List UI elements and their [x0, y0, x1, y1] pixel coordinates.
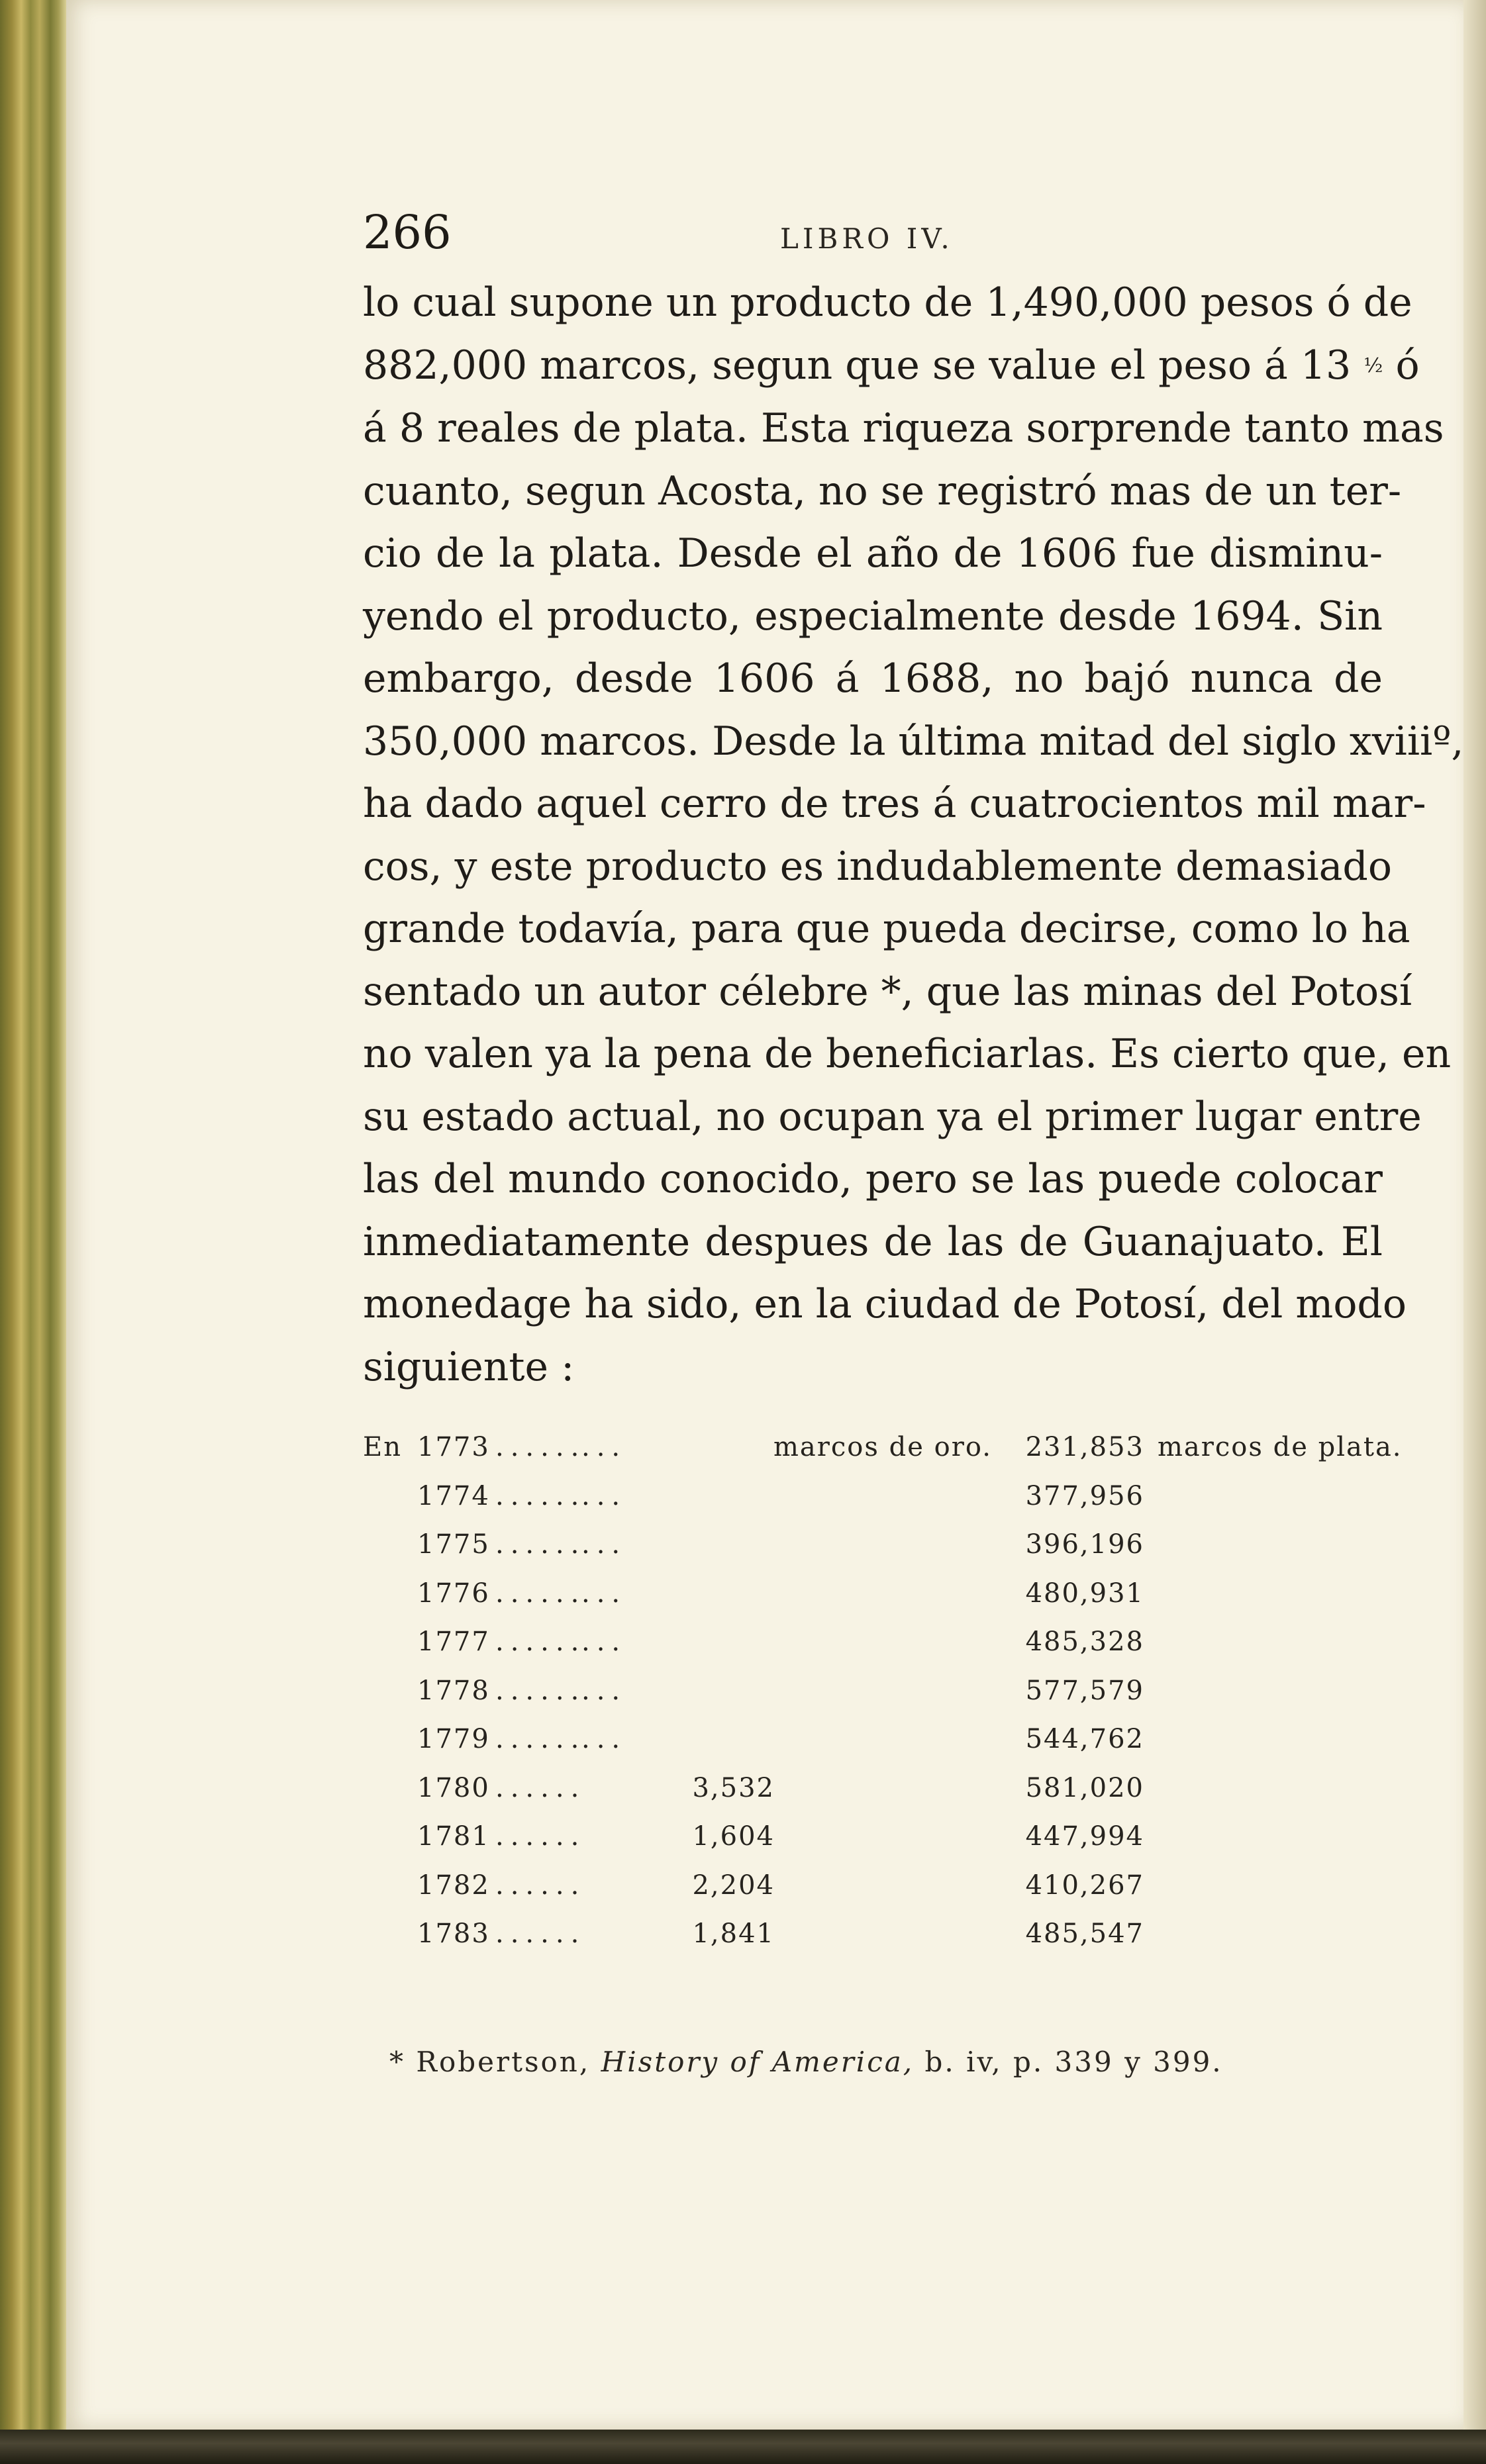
- row-prefix: En: [363, 1432, 402, 1462]
- row-plata: 410,267: [1025, 1870, 1144, 1901]
- row-year: 1783: [417, 1919, 490, 1949]
- footnote: [389, 2046, 1383, 2078]
- table-row: [363, 1865, 1383, 1914]
- leader-dots: ...: [581, 1480, 627, 1511]
- row-plata: 577,579: [1025, 1675, 1144, 1706]
- row-plata: 447,994: [1025, 1821, 1144, 1852]
- table-row: [363, 1719, 1383, 1768]
- row-plata: 485,547: [1025, 1919, 1144, 1949]
- footnote-title: History of America,: [601, 2046, 915, 2078]
- row-year: 1774: [417, 1480, 490, 1511]
- text-line-11: grande todavía, para que pueda decirse, como lo ha: [363, 906, 1411, 952]
- coinage-table: [363, 1427, 1403, 1962]
- table-row: [363, 1427, 1403, 1476]
- table-row: [363, 1670, 1383, 1719]
- text-line-1: lo cual supone un producto de 1,490,000 pesos ó de: [363, 279, 1412, 326]
- leader-dots: ...: [581, 1675, 627, 1706]
- text-line-16: inmediatamente despues de las de Guanajuato. El: [363, 1218, 1383, 1265]
- text-line-4: cuanto, segun Acosta, no se registró mas de un ter-: [363, 467, 1402, 514]
- row-year: 1776: [417, 1578, 490, 1609]
- text-line-9: ha dado aquel cerro de tres á cuatrocientos mil mar-: [363, 781, 1426, 827]
- text-line-17: monedage ha sido, en la ciudad de Potosí, del modo: [363, 1281, 1407, 1327]
- table-row: [363, 1913, 1383, 1962]
- text-line-12: sentado un autor célebre *, que las minas del Potosí: [363, 968, 1412, 1015]
- footnote-author: Robertson,: [416, 2046, 591, 2078]
- fraction-half: ½: [1363, 354, 1383, 377]
- row-year: 1780: [417, 1772, 490, 1803]
- text-line-2-tail: ó: [1395, 342, 1420, 389]
- row-year: 1777: [417, 1627, 490, 1657]
- leader-dots: ......: [495, 1578, 586, 1609]
- leader-dots: ...: [581, 1578, 627, 1609]
- leader-dots: ......: [495, 1432, 586, 1462]
- leader-dots: ......: [495, 1627, 586, 1657]
- row-oro: 3,532: [692, 1772, 775, 1803]
- row-plata: 581,020: [1025, 1772, 1144, 1803]
- leader-dots: ......: [495, 1870, 586, 1901]
- leader-dots: ......: [495, 1919, 586, 1949]
- gilt-page-edge: [0, 0, 66, 2464]
- page-right-edge: [1463, 0, 1486, 2464]
- leader-dots: ...: [581, 1627, 627, 1657]
- leader-dots: ......: [495, 1529, 586, 1560]
- row-year: 1775: [417, 1529, 490, 1560]
- leader-dots: ......: [495, 1480, 586, 1511]
- table-row: [363, 1816, 1383, 1865]
- leader-dots: ...: [581, 1724, 627, 1754]
- text-line-10: cos, y este producto es indudablemente demasiado: [363, 843, 1392, 890]
- row-plata: 480,931: [1025, 1578, 1144, 1609]
- text-line-6: yendo el producto, especialmente desde 1694. Sin: [363, 592, 1383, 640]
- table-row: [363, 1524, 1383, 1573]
- text-line-18: siguiente :: [363, 1343, 575, 1390]
- footnote-marker: *: [389, 2046, 405, 2078]
- table-row: [363, 1573, 1383, 1622]
- text-line-8: 350,000 marcos. Desde la última mitad del siglo xviiiº,: [363, 718, 1464, 765]
- text-line-13: no valen ya la pena de beneficiarlas. Es cierto que, en: [363, 1031, 1452, 1077]
- body-text: [363, 271, 1464, 1398]
- row-year: 1779: [417, 1724, 490, 1754]
- row-year: 1773: [417, 1432, 490, 1462]
- leader-dots: ...: [581, 1432, 627, 1462]
- leader-dots: ......: [495, 1821, 586, 1852]
- page-bottom-edge: [0, 2430, 1486, 2464]
- running-header: [363, 199, 1383, 271]
- leader-dots: ...: [581, 1529, 627, 1560]
- running-title: LIBRO IV.: [780, 222, 954, 255]
- text-line-5: cio de la plata. Desde el año de 1606 fue disminu-: [363, 530, 1383, 577]
- row-plata: 396,196: [1025, 1529, 1144, 1560]
- row-oro: 1,604: [692, 1821, 775, 1852]
- row-plata: 485,328: [1025, 1627, 1144, 1657]
- row-plata: 377,956: [1025, 1480, 1144, 1511]
- table-row: [363, 1476, 1383, 1525]
- oro-column-label: marcos de oro.: [773, 1432, 992, 1462]
- row-plata: 544,762: [1025, 1724, 1144, 1754]
- row-plata: 231,853: [1025, 1432, 1144, 1462]
- leader-dots: ......: [495, 1772, 586, 1803]
- footnote-reference: b. iv, p. 339 y 399.: [924, 2046, 1223, 2078]
- text-line-2-main: 882,000 marcos, segun que se value el peso á 13: [363, 342, 1352, 389]
- text-line-3: á 8 reales de plata. Esta riqueza sorprende tanto mas: [363, 405, 1444, 451]
- table-row: [363, 1768, 1383, 1817]
- page-number: 266: [363, 205, 452, 260]
- plata-column-label: marcos de plata.: [1158, 1432, 1403, 1462]
- text-line-2: [363, 334, 1420, 398]
- text-line-7: embargo, desde 1606 á 1688, no bajó nunca de: [363, 655, 1383, 702]
- row-year: 1782: [417, 1870, 490, 1901]
- table-row: [363, 1621, 1383, 1670]
- row-oro: 2,204: [692, 1870, 775, 1901]
- row-year: 1781: [417, 1821, 490, 1852]
- row-oro: 1,841: [692, 1919, 775, 1949]
- row-year: 1778: [417, 1675, 490, 1706]
- text-line-15: las del mundo conocido, pero se las puede colocar: [363, 1156, 1383, 1202]
- leader-dots: ......: [495, 1724, 586, 1754]
- text-line-14: su estado actual, no ocupan ya el primer lugar entre: [363, 1093, 1422, 1140]
- leader-dots: ......: [495, 1675, 586, 1706]
